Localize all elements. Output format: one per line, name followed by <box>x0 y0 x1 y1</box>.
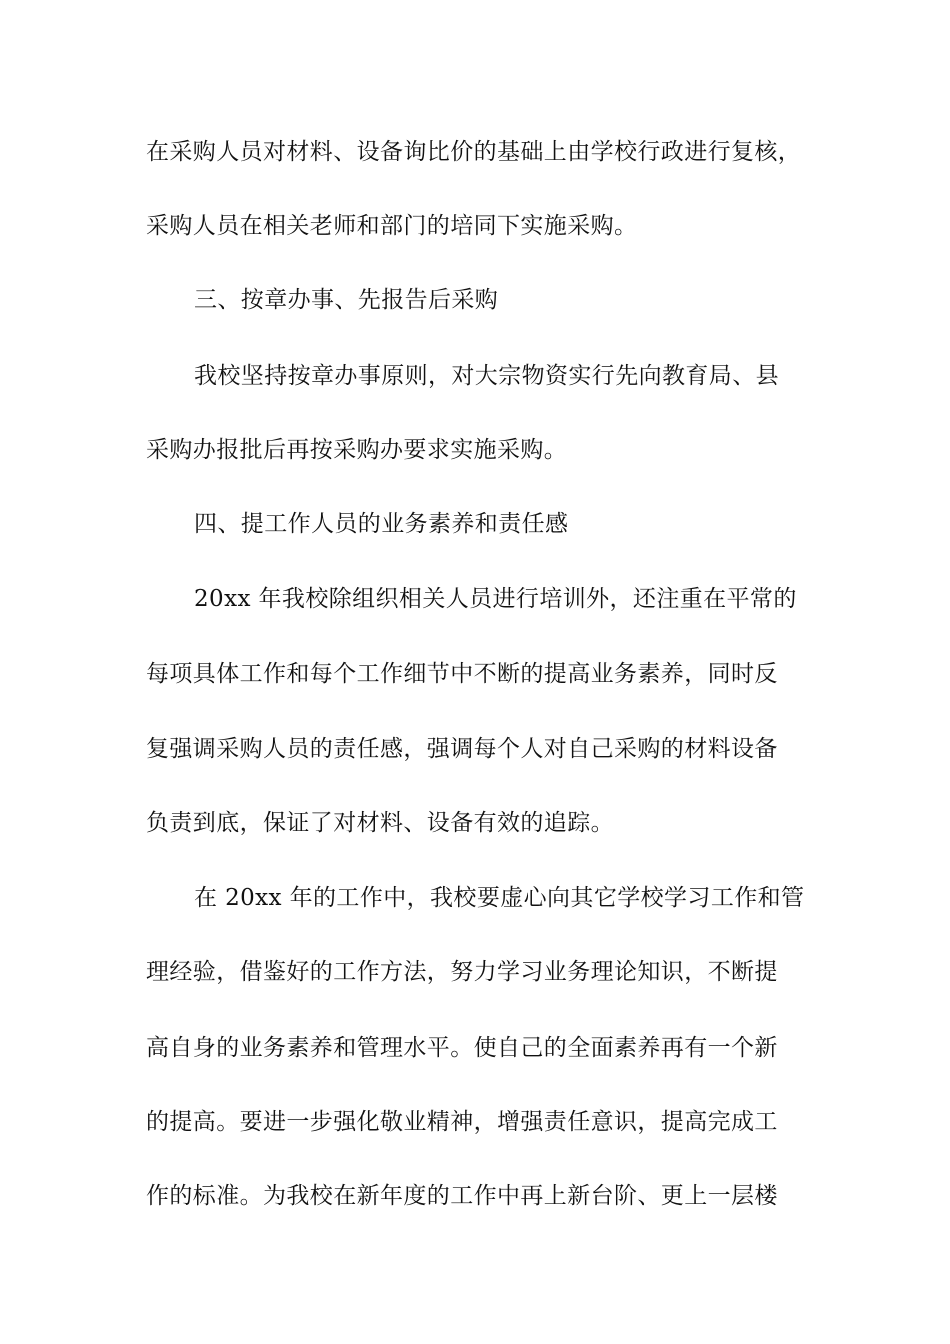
section-heading: 三、按章办事、先报告后采购 <box>194 287 499 313</box>
text-line: 复强调采购人员的责任感，强调每个人对自己采购的材料设备 <box>146 736 778 762</box>
text-line: 20xx 年我校除组织相关人员进行培训外，还注重在平常的 <box>194 586 797 612</box>
text-line: 负责到底，保证了对材料、设备有效的追踪。 <box>146 810 614 836</box>
text-line: 我校坚持按章办事原则，对大宗物资实行先向教育局、县 <box>194 363 779 389</box>
section-heading: 四、提工作人员的业务素养和责任感 <box>194 511 569 537</box>
text-line: 的提高。要进一步强化敬业精神，增强责任意识，提高完成工 <box>146 1109 778 1135</box>
text-line: 作的标准。为我校在新年度的工作中再上新台阶、更上一层楼 <box>146 1183 778 1209</box>
text-line: 在 20xx 年的工作中，我校要虚心向其它学校学习工作和管 <box>194 885 805 911</box>
text-line: 在采购人员对材料、设备询比价的基础上由学校行政进行复核， <box>146 139 802 165</box>
text-line: 采购人员在相关老师和部门的培同下实施采购。 <box>146 213 638 239</box>
text-line: 理经验，借鉴好的工作方法，努力学习业务理论知识，不断提 <box>146 959 778 985</box>
text-line: 每项具体工作和每个工作细节中不断的提高业务素养，同时反 <box>146 661 778 687</box>
text-line: 高自身的业务素养和管理水平。使自己的全面素养再有一个新 <box>146 1035 778 1061</box>
text-line: 采购办报批后再按采购办要求实施采购。 <box>146 437 568 463</box>
